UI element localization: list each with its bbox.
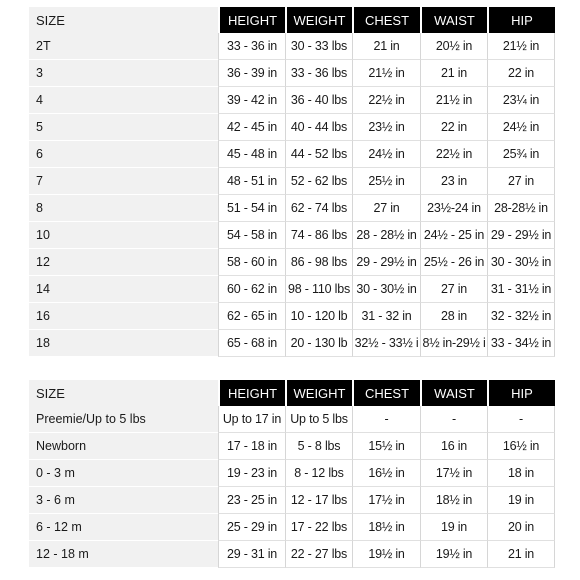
waist-cell: 28 in bbox=[420, 303, 487, 330]
waist-cell: 18½ in bbox=[420, 487, 487, 514]
waist-cell: 25½ - 26 in bbox=[420, 249, 487, 276]
size-cell: 5 bbox=[29, 114, 218, 141]
chest-cell: 22½ in bbox=[352, 87, 420, 114]
table-row bbox=[29, 249, 555, 276]
header-height: HEIGHT bbox=[218, 380, 285, 406]
chest-cell: 25½ in bbox=[352, 168, 420, 195]
kids-size-chart-header bbox=[29, 7, 555, 33]
header-row bbox=[29, 7, 555, 33]
header-height: HEIGHT bbox=[218, 7, 285, 33]
chest-cell: - bbox=[352, 406, 420, 433]
height-cell: 33 - 36 in bbox=[218, 33, 285, 60]
waist-cell: 17½ in bbox=[420, 460, 487, 487]
weight-cell: 8 - 12 lbs bbox=[285, 460, 352, 487]
chest-cell: 30 - 30½ in bbox=[352, 276, 420, 303]
waist-cell: 23 in bbox=[420, 168, 487, 195]
hip-cell: 24½ in bbox=[487, 114, 555, 141]
table-row bbox=[29, 276, 555, 303]
waist-cell: 22 in bbox=[420, 114, 487, 141]
weight-cell: 22 - 27 lbs bbox=[285, 541, 352, 568]
chest-cell: 21 in bbox=[352, 33, 420, 60]
table-row bbox=[29, 330, 555, 357]
waist-cell: 21½ in bbox=[420, 87, 487, 114]
size-cell: 8 bbox=[29, 195, 218, 222]
hip-cell: 16½ in bbox=[487, 433, 555, 460]
baby-size-chart-body bbox=[29, 406, 555, 568]
size-cell: 0 - 3 m bbox=[29, 460, 218, 487]
size-cell: 3 bbox=[29, 60, 218, 87]
hip-cell: 22 in bbox=[487, 60, 555, 87]
chest-cell: 31 - 32 in bbox=[352, 303, 420, 330]
waist-cell: 21 in bbox=[420, 60, 487, 87]
table-row bbox=[29, 168, 555, 195]
height-cell: 25 - 29 in bbox=[218, 514, 285, 541]
height-cell: 39 - 42 in bbox=[218, 87, 285, 114]
weight-cell: 52 - 62 lbs bbox=[285, 168, 352, 195]
height-cell: 23 - 25 in bbox=[218, 487, 285, 514]
baby-size-chart-table bbox=[29, 380, 555, 568]
hip-cell: 27 in bbox=[487, 168, 555, 195]
table-row bbox=[29, 33, 555, 60]
height-cell: 36 - 39 in bbox=[218, 60, 285, 87]
weight-cell: 17 - 22 lbs bbox=[285, 514, 352, 541]
height-cell: 62 - 65 in bbox=[218, 303, 285, 330]
weight-cell: 44 - 52 lbs bbox=[285, 141, 352, 168]
weight-cell: 30 - 33 lbs bbox=[285, 33, 352, 60]
hip-cell: 32 - 32½ in bbox=[487, 303, 555, 330]
hip-cell: 19 in bbox=[487, 487, 555, 514]
height-cell: 29 - 31 in bbox=[218, 541, 285, 568]
table-row bbox=[29, 222, 555, 249]
header-size: SIZE bbox=[29, 380, 218, 406]
chest-cell: 15½ in bbox=[352, 433, 420, 460]
height-cell: Up to 17 in bbox=[218, 406, 285, 433]
weight-cell: 98 - 110 lbs bbox=[285, 276, 352, 303]
waist-cell: 23½-24 in bbox=[420, 195, 487, 222]
header-row bbox=[29, 380, 555, 406]
table-row bbox=[29, 141, 555, 168]
waist-cell: 20½ in bbox=[420, 33, 487, 60]
chest-cell: 18½ in bbox=[352, 514, 420, 541]
size-cell: 12 bbox=[29, 249, 218, 276]
table-row bbox=[29, 541, 555, 568]
chest-cell: 24½ in bbox=[352, 141, 420, 168]
hip-cell: 29 - 29½ in bbox=[487, 222, 555, 249]
chest-cell: 27 in bbox=[352, 195, 420, 222]
size-cell: 16 bbox=[29, 303, 218, 330]
table-row bbox=[29, 60, 555, 87]
kids-size-chart-body bbox=[29, 33, 555, 357]
chest-cell: 29 - 29½ in bbox=[352, 249, 420, 276]
height-cell: 45 - 48 in bbox=[218, 141, 285, 168]
kids-size-chart-table bbox=[29, 7, 555, 357]
header-size: SIZE bbox=[29, 7, 218, 33]
hip-cell: - bbox=[487, 406, 555, 433]
chest-cell: 19½ in bbox=[352, 541, 420, 568]
weight-cell: 12 - 17 lbs bbox=[285, 487, 352, 514]
size-cell: 3 - 6 m bbox=[29, 487, 218, 514]
hip-cell: 21½ in bbox=[487, 33, 555, 60]
table-row bbox=[29, 433, 555, 460]
size-cell: 4 bbox=[29, 87, 218, 114]
size-cell: 18 bbox=[29, 330, 218, 357]
chest-cell: 17½ in bbox=[352, 487, 420, 514]
hip-cell: 21 in bbox=[487, 541, 555, 568]
table-row bbox=[29, 460, 555, 487]
height-cell: 51 - 54 in bbox=[218, 195, 285, 222]
table-row bbox=[29, 487, 555, 514]
waist-cell: 19½ in bbox=[420, 541, 487, 568]
weight-cell: 40 - 44 lbs bbox=[285, 114, 352, 141]
hip-cell: 28-28½ in bbox=[487, 195, 555, 222]
height-cell: 65 - 68 in bbox=[218, 330, 285, 357]
header-waist: WAIST bbox=[420, 7, 487, 33]
hip-cell: 33 - 34½ in bbox=[487, 330, 555, 357]
baby-size-chart-header bbox=[29, 380, 555, 406]
size-cell: 6 bbox=[29, 141, 218, 168]
header-chest: CHEST bbox=[352, 7, 420, 33]
header-hip: HIP bbox=[487, 380, 555, 406]
height-cell: 19 - 23 in bbox=[218, 460, 285, 487]
height-cell: 58 - 60 in bbox=[218, 249, 285, 276]
height-cell: 42 - 45 in bbox=[218, 114, 285, 141]
weight-cell: 5 - 8 lbs bbox=[285, 433, 352, 460]
size-cell: 6 - 12 m bbox=[29, 514, 218, 541]
table-row bbox=[29, 87, 555, 114]
weight-cell: 62 - 74 lbs bbox=[285, 195, 352, 222]
hip-cell: 23¼ in bbox=[487, 87, 555, 114]
waist-cell: 22½ in bbox=[420, 141, 487, 168]
waist-cell: 27 in bbox=[420, 276, 487, 303]
hip-cell: 31 - 31½ in bbox=[487, 276, 555, 303]
waist-cell: 19 in bbox=[420, 514, 487, 541]
height-cell: 54 - 58 in bbox=[218, 222, 285, 249]
height-cell: 60 - 62 in bbox=[218, 276, 285, 303]
header-waist: WAIST bbox=[420, 380, 487, 406]
weight-cell: 74 - 86 lbs bbox=[285, 222, 352, 249]
hip-cell: 20 in bbox=[487, 514, 555, 541]
waist-cell: 16 in bbox=[420, 433, 487, 460]
table-row bbox=[29, 195, 555, 222]
hip-cell: 30 - 30½ in bbox=[487, 249, 555, 276]
size-cell: 12 - 18 m bbox=[29, 541, 218, 568]
table-row bbox=[29, 114, 555, 141]
header-chest: CHEST bbox=[352, 380, 420, 406]
hip-cell: 18 in bbox=[487, 460, 555, 487]
weight-cell: 10 - 120 lb bbox=[285, 303, 352, 330]
size-cell: 7 bbox=[29, 168, 218, 195]
size-cell: 14 bbox=[29, 276, 218, 303]
chest-cell: 28 - 28½ in bbox=[352, 222, 420, 249]
header-weight: WEIGHT bbox=[285, 7, 352, 33]
chest-cell: 32½ - 33½ i bbox=[352, 330, 420, 357]
size-cell: 2T bbox=[29, 33, 218, 60]
chest-cell: 23½ in bbox=[352, 114, 420, 141]
size-cell: Preemie/Up to 5 lbs bbox=[29, 406, 218, 433]
waist-cell: - bbox=[420, 406, 487, 433]
height-cell: 17 - 18 in bbox=[218, 433, 285, 460]
height-cell: 48 - 51 in bbox=[218, 168, 285, 195]
weight-cell: 86 - 98 lbs bbox=[285, 249, 352, 276]
waist-cell: 8½ in-29½ i bbox=[420, 330, 487, 357]
chest-cell: 21½ in bbox=[352, 60, 420, 87]
header-weight: WEIGHT bbox=[285, 380, 352, 406]
table-row bbox=[29, 303, 555, 330]
weight-cell: 36 - 40 lbs bbox=[285, 87, 352, 114]
header-hip: HIP bbox=[487, 7, 555, 33]
size-cell: 10 bbox=[29, 222, 218, 249]
chest-cell: 16½ in bbox=[352, 460, 420, 487]
hip-cell: 25¾ in bbox=[487, 141, 555, 168]
table-row bbox=[29, 406, 555, 433]
table-row bbox=[29, 514, 555, 541]
waist-cell: 24½ - 25 in bbox=[420, 222, 487, 249]
weight-cell: 20 - 130 lb bbox=[285, 330, 352, 357]
weight-cell: 33 - 36 lbs bbox=[285, 60, 352, 87]
size-cell: Newborn bbox=[29, 433, 218, 460]
weight-cell: Up to 5 lbs bbox=[285, 406, 352, 433]
